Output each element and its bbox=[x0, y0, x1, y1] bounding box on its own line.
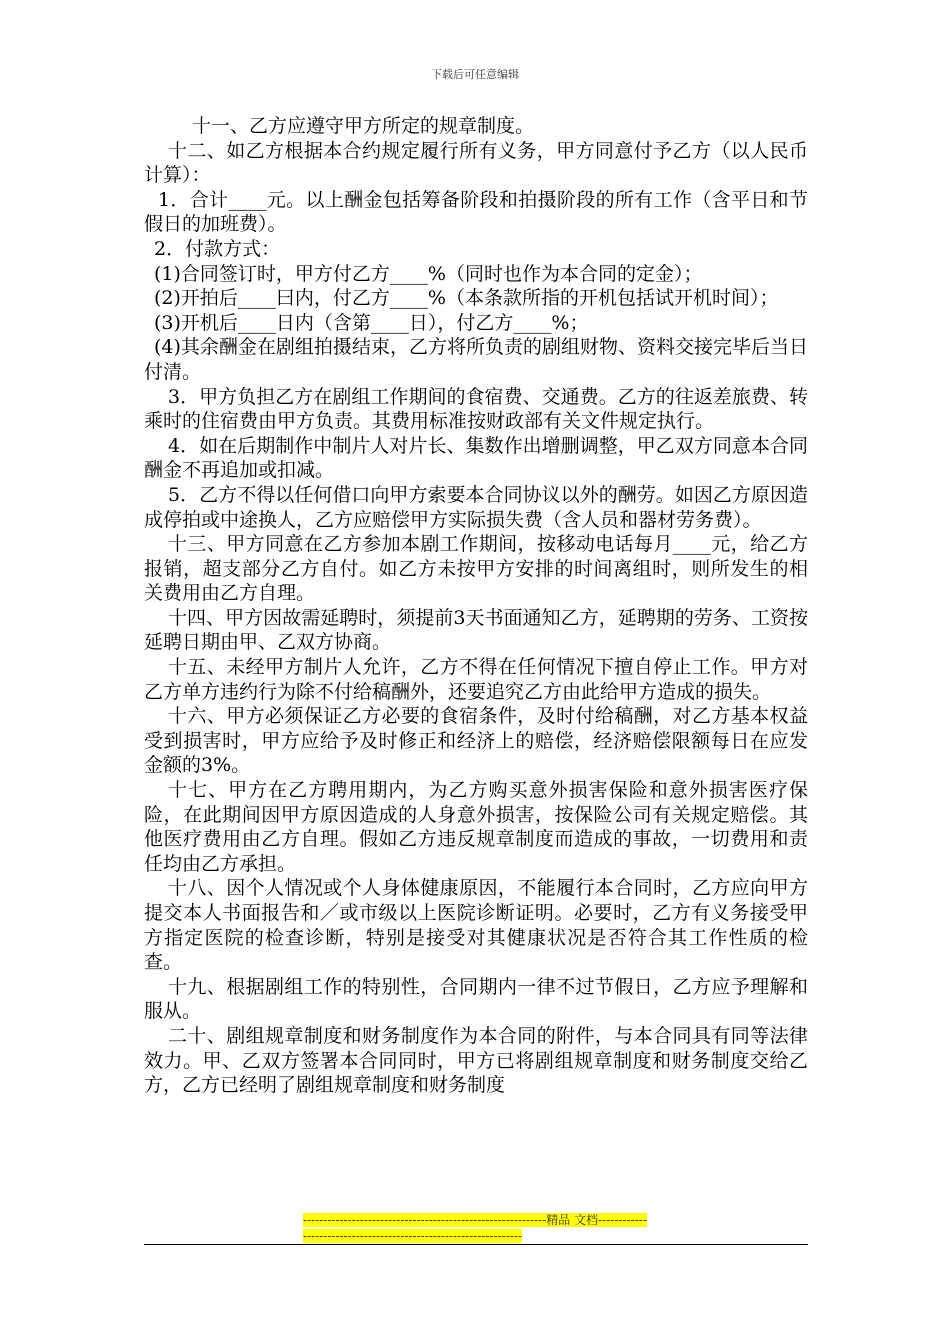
contract-paragraph: 2．付款方式： bbox=[154, 237, 281, 260]
contract-paragraph: 4．如在后期制作中制片人对片长、集数作出增删调整，甲乙双方同意本合同酬金不再追加或扣减。 bbox=[144, 434, 808, 482]
contract-paragraph: 十七、甲方在乙方聘用期内，为乙方购买意外损害保险和意外损害医疗保险，在此期间因甲方原因造成的人身意外损害，按保险公司有关规定赔偿。其他医疗费用由乙方自理。假如乙方违反规章制度而造成的事故，一切费用和责任均由乙方承担。 bbox=[144, 779, 808, 875]
contract-paragraph: 十五、未经甲方制片人允许，乙方不得在任何情况下擅自停止工作。甲方对乙方单方违约行为除不付给稿酬外，还要追究乙方由此给甲方造成的损失。 bbox=[144, 656, 808, 703]
contract-paragraph: 1．合计____元。以上酬金包括筹备阶段和拍摄阶段的所有工作（含平日和节假日的加班费）。 bbox=[144, 188, 808, 236]
contract-paragraph: 十一、乙方应遵守甲方所定的规章制度。 bbox=[192, 115, 535, 137]
footer-banner-text: ------------------------------------------------------------精品 文档------------------------------------------------------------------ bbox=[303, 1213, 647, 1243]
contract-paragraph: 十八、因个人情况或个人身体健康原因，不能履行本合同时，乙方应向甲方提交本人书面报告和／或市级以上医院诊断证明。必要时，乙方有义务接受甲方指定医院的检查诊断，特别是接受对其健康状况是否符合其工作性质的检查。 bbox=[144, 877, 808, 974]
contract-paragraph: 十三、甲方同意在乙方参加本剧工作期间，按移动电话每月____元，给乙方报销，超支部分乙方自付。如乙方未按甲方安排的时间离组时，则所发生的相关费用由乙方自理。 bbox=[144, 533, 808, 605]
contract-paragraph: (3)开机后____日内（含第____日），付乙方____%； bbox=[154, 311, 589, 334]
contract-paragraph: 十六、甲方必须保证乙方必要的食宿条件，及时付给稿酬，对乙方基本权益受到损害时，甲方应给予及时修正和经济上的赔偿，经济赔偿限额每日在应发金额的3%。 bbox=[144, 705, 808, 777]
contract-paragraph: 十二、如乙方根据本合约规定履行所有义务，甲方同意付予乙方（以人民币计算）： bbox=[144, 139, 808, 187]
contract-paragraph: 十四、甲方因故需延聘时，须提前3天书面通知乙方，延聘期的劳务、工资按延聘日期由甲、乙双方协商。 bbox=[144, 606, 808, 654]
contract-paragraph: 3．甲方负担乙方在剧组工作期间的食宿费、交通费。乙方的往返差旅费、转乘时的住宿费由甲方负责。其费用标准按财政部有关文件规定执行。 bbox=[144, 385, 808, 433]
contract-paragraph: 十九、根据剧组工作的特别性，合同期内一律不过节假日，乙方应予理解和服从。 bbox=[144, 975, 808, 1023]
contract-paragraph: 二十、剧组规章制度和财务制度作为本合同的附件，与本合同具有同等法律效力。甲、乙双方签署本合同同时，甲方已将剧组规章制度和财务制度交给乙方，乙方已经明了剧组规章制度和财务制度 bbox=[144, 1024, 808, 1097]
contract-paragraph: 5．乙方不得以任何借口向甲方索要本合同协议以外的酬劳。如因乙方原因造成停拍或中途换人，乙方应赔偿甲方实际损失费（含人员和器材劳务费）。 bbox=[144, 483, 808, 531]
contract-paragraph: (4)其余酬金在剧组拍摄结束，乙方将所负责的剧组财物、资料交接完毕后当日付清。 bbox=[144, 336, 808, 383]
page-header-note: 下载后可任意编辑 bbox=[431, 68, 519, 81]
footer-divider bbox=[144, 1244, 808, 1245]
contract-body bbox=[144, 114, 808, 1098]
contract-paragraph: (1)合同签订时，甲方付乙方____%（同时也作为本合同的定金）； bbox=[154, 262, 703, 285]
footer-banner bbox=[303, 1212, 649, 1244]
contract-paragraph: (2)开拍后____曰内，付乙方____%（本条款所指的开机包括试开机时间）； bbox=[154, 287, 779, 310]
